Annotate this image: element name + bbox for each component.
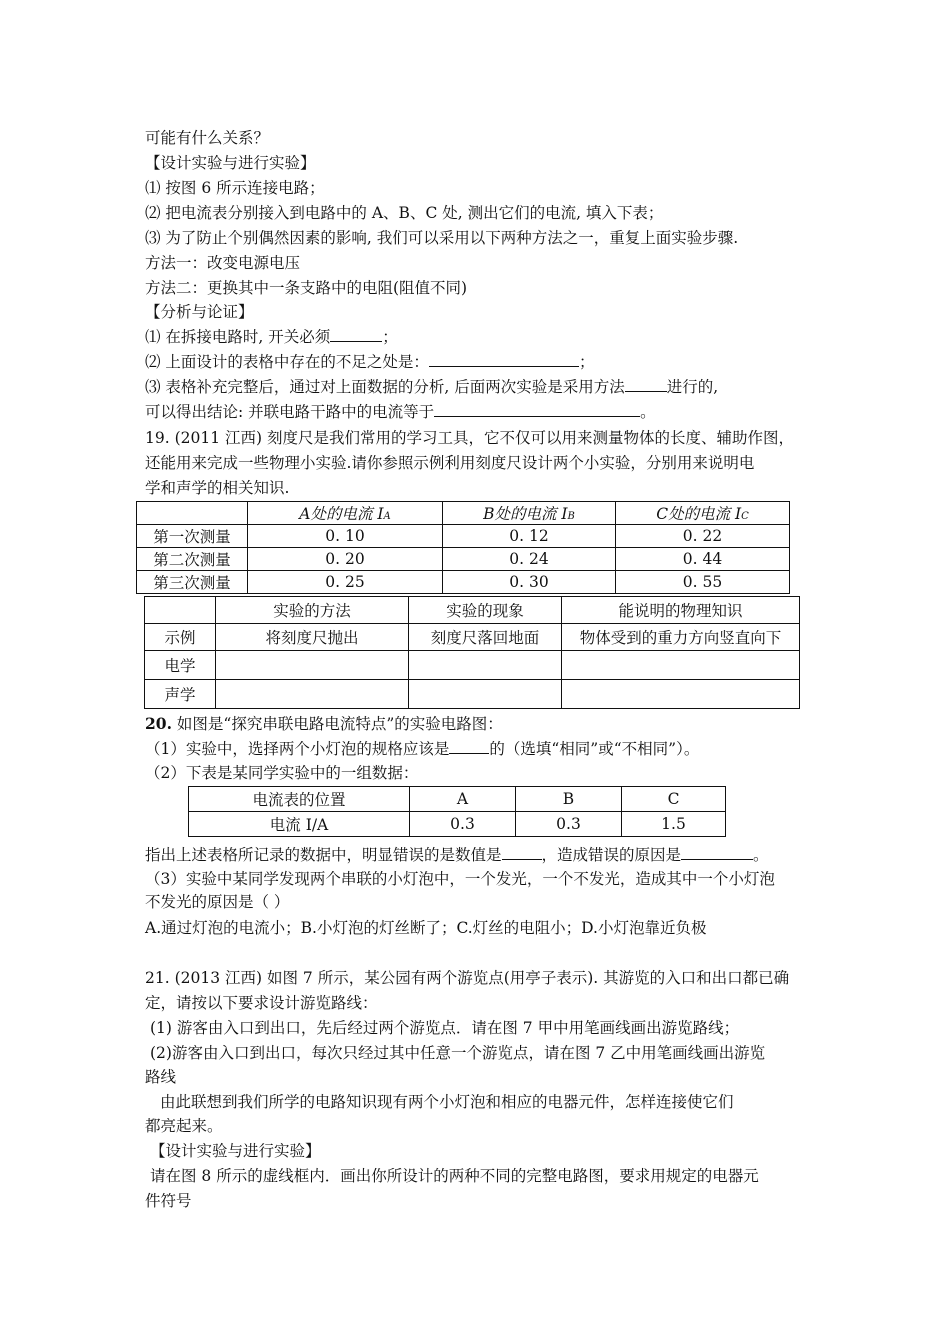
question-21-line: 21. (2013 江西) 如图 7 所示，某公园有两个游览点(用亭子表示). 其游览的入口和出口都已确 bbox=[145, 969, 790, 987]
header-subscript: A bbox=[383, 511, 391, 522]
header-text: C处的电流 I bbox=[656, 505, 742, 523]
text-segment: ； bbox=[382, 328, 398, 346]
table-cell: 电流 I/A bbox=[189, 812, 410, 837]
header-subscript: C bbox=[741, 511, 749, 522]
text-line: ⑴ 按图 6 所示连接电路； bbox=[145, 179, 325, 197]
answer-blank[interactable] bbox=[429, 352, 579, 367]
table-cell: 0. 55 bbox=[616, 571, 790, 594]
table-row bbox=[145, 651, 800, 680]
question-19-line: 19. (2011 江西) 刻度尺是我们常用的学习工具，它不仅可以用来测量物体的长度、辅助作图， bbox=[145, 429, 794, 447]
table-header-cell: 实验的方法 bbox=[216, 597, 409, 624]
header-text: B处的电流 I bbox=[483, 505, 568, 523]
text-segment: ⑴ 在拆接电路时, 开关必须 bbox=[145, 328, 331, 346]
table-row bbox=[137, 525, 790, 548]
table-row bbox=[137, 548, 790, 571]
text-segment: 的（选填“相同”或“不相同”）。 bbox=[489, 740, 700, 758]
answer-cell[interactable] bbox=[409, 651, 562, 680]
table-cell: 0. 44 bbox=[616, 548, 790, 571]
table-cell: B bbox=[516, 787, 622, 812]
text-line: 定，请按以下要求设计游览路线： bbox=[145, 994, 378, 1012]
text-line: 由此联想到我们所学的电路知识现有两个小灯泡和相应的电器元件，怎样连接使它们 bbox=[160, 1093, 734, 1111]
text-line: (2)游客由入口到出口，每次只经过其中任意一个游览点，请在图 7 乙中用笔画线画出游览 bbox=[150, 1044, 766, 1062]
table-cell: 0. 22 bbox=[616, 525, 790, 548]
text-segment: 可以得出结论: 并联电路干路中的电流等于 bbox=[145, 403, 435, 421]
question-20-title bbox=[145, 714, 503, 734]
table-header-row bbox=[145, 597, 800, 624]
text-line: 路线 bbox=[145, 1068, 177, 1086]
text-segment: （1）实验中，选择两个小灯泡的规格应该是 bbox=[145, 740, 450, 758]
table-cell: 物体受到的重力方向竖直向下 bbox=[562, 624, 800, 651]
text-line: (1) 游客由入口到出口，先后经过两个游览点．请在图 7 甲中用笔画线画出游览路线； bbox=[150, 1019, 740, 1037]
series-current-table bbox=[188, 786, 726, 837]
text-line: （2）下表是某同学实验中的一组数据： bbox=[145, 764, 419, 782]
header-subscript: B bbox=[567, 511, 575, 522]
question-number: 20. bbox=[145, 714, 172, 733]
table-row bbox=[189, 787, 726, 812]
answer-cell[interactable] bbox=[562, 680, 800, 709]
text-line: 可能有什么关系？ bbox=[145, 129, 270, 147]
table-header-cell bbox=[248, 502, 443, 525]
answer-cell[interactable] bbox=[409, 680, 562, 709]
table-cell: 声学 bbox=[145, 680, 216, 709]
table-row bbox=[189, 812, 726, 837]
table-cell: C bbox=[622, 787, 726, 812]
text-line: 方法二：更换其中一条支路中的电阻(阻值不同) bbox=[145, 279, 468, 297]
section-heading: 【设计实验与进行实验】 bbox=[145, 154, 316, 172]
answer-cell[interactable] bbox=[216, 680, 409, 709]
table-cell bbox=[137, 502, 248, 525]
answer-cell[interactable] bbox=[562, 651, 800, 680]
table-row bbox=[137, 571, 790, 594]
table-cell: 0.3 bbox=[516, 812, 622, 837]
text-line bbox=[145, 327, 398, 347]
text-segment: 如图是“探究串联电路电流特点”的实验电路图： bbox=[171, 715, 503, 733]
text-line: 方法一：改变电源电压 bbox=[145, 254, 301, 272]
table-cell bbox=[145, 597, 216, 624]
text-line: 件符号 bbox=[145, 1192, 192, 1210]
text-line: ⑶ 为了防止个别偶然因素的影响, 我们可以采用以下两种方法之一，重复上面实验步骤. bbox=[145, 229, 739, 247]
table-row bbox=[145, 624, 800, 651]
table-header-cell: 实验的现象 bbox=[409, 597, 562, 624]
answer-blank[interactable] bbox=[625, 377, 667, 392]
answer-blank[interactable] bbox=[681, 845, 753, 860]
answer-blank[interactable] bbox=[502, 845, 542, 860]
section-heading: 【分析与论证】 bbox=[145, 303, 254, 321]
text-segment: 。 bbox=[640, 403, 656, 421]
text-line bbox=[145, 402, 656, 422]
table-cell: 1.5 bbox=[622, 812, 726, 837]
table-cell: 第一次测量 bbox=[137, 525, 248, 548]
text-line bbox=[145, 739, 699, 759]
header-text: A处的电流 I bbox=[299, 505, 384, 523]
table-cell: A bbox=[410, 787, 516, 812]
ruler-experiment-table bbox=[144, 596, 800, 709]
table-cell: 第二次测量 bbox=[137, 548, 248, 571]
table-header-cell bbox=[443, 502, 616, 525]
table-cell: 0. 10 bbox=[248, 525, 443, 548]
text-line: A.通过灯泡的电流小；B.小灯泡的灯丝断了；C.灯丝的电阻小；D.小灯泡靠近负极 bbox=[145, 919, 707, 937]
text-line bbox=[145, 377, 718, 397]
section-heading: 【设计实验与进行实验】 bbox=[150, 1142, 321, 1160]
table-cell: 0. 20 bbox=[248, 548, 443, 571]
table-cell: 0. 24 bbox=[443, 548, 616, 571]
question-19-line: 学和声学的相关知识. bbox=[145, 479, 290, 497]
table-cell: 0. 25 bbox=[248, 571, 443, 594]
answer-blank[interactable] bbox=[434, 402, 640, 417]
text-line: ⑵ 把电流表分别接入到电路中的 A、B、C 处, 测出它们的电流, 填入下表； bbox=[145, 204, 664, 222]
text-line bbox=[145, 352, 594, 372]
current-data-table bbox=[136, 501, 790, 594]
text-segment: 进行的, bbox=[666, 378, 719, 396]
text-segment: ⑵ 上面设计的表格中存在的不足之处是： bbox=[145, 353, 429, 371]
table-row bbox=[145, 680, 800, 709]
table-header-row bbox=[137, 502, 790, 525]
question-19-line: 还能用来完成一些物理小实验.请你参照示例利用刻度尺设计两个小实验，分别用来说明电 bbox=[145, 454, 755, 472]
text-segment: 指出上述表格所记录的数据中，明显错误的是数值是 bbox=[145, 846, 502, 864]
text-segment: ，造成错误的原因是 bbox=[541, 846, 682, 864]
text-line: 不发光的原因是（ ） bbox=[145, 893, 290, 911]
table-header-cell bbox=[616, 502, 790, 525]
text-line bbox=[145, 845, 769, 865]
text-line: 都亮起来。 bbox=[145, 1117, 223, 1135]
table-cell: 刻度尺落回地面 bbox=[409, 624, 562, 651]
table-cell: 电学 bbox=[145, 651, 216, 680]
table-header-cell: 能说明的物理知识 bbox=[562, 597, 800, 624]
table-cell: 0. 30 bbox=[443, 571, 616, 594]
table-cell: 电流表的位置 bbox=[189, 787, 410, 812]
text-segment: ⑶ 表格补充完整后，通过对上面数据的分析, 后面两次实验是采用方法 bbox=[145, 378, 625, 396]
table-cell: 0. 12 bbox=[443, 525, 616, 548]
text-segment: 。 bbox=[753, 846, 769, 864]
table-cell: 第三次测量 bbox=[137, 571, 248, 594]
table-cell: 0.3 bbox=[410, 812, 516, 837]
text-segment: ； bbox=[578, 353, 595, 371]
text-line: 请在图 8 所示的虚线框内．画出你所设计的两种不同的完整电路图，要求用规定的电器元 bbox=[150, 1167, 759, 1185]
answer-cell[interactable] bbox=[216, 651, 409, 680]
answer-blank[interactable] bbox=[449, 739, 489, 754]
answer-blank[interactable] bbox=[330, 327, 382, 342]
table-cell: 示例 bbox=[145, 624, 216, 651]
table-cell: 将刻度尺抛出 bbox=[216, 624, 409, 651]
text-line: （3）实验中某同学发现两个串联的小灯泡中，一个发光，一个不发光，造成其中一个小灯泡 bbox=[145, 870, 775, 888]
